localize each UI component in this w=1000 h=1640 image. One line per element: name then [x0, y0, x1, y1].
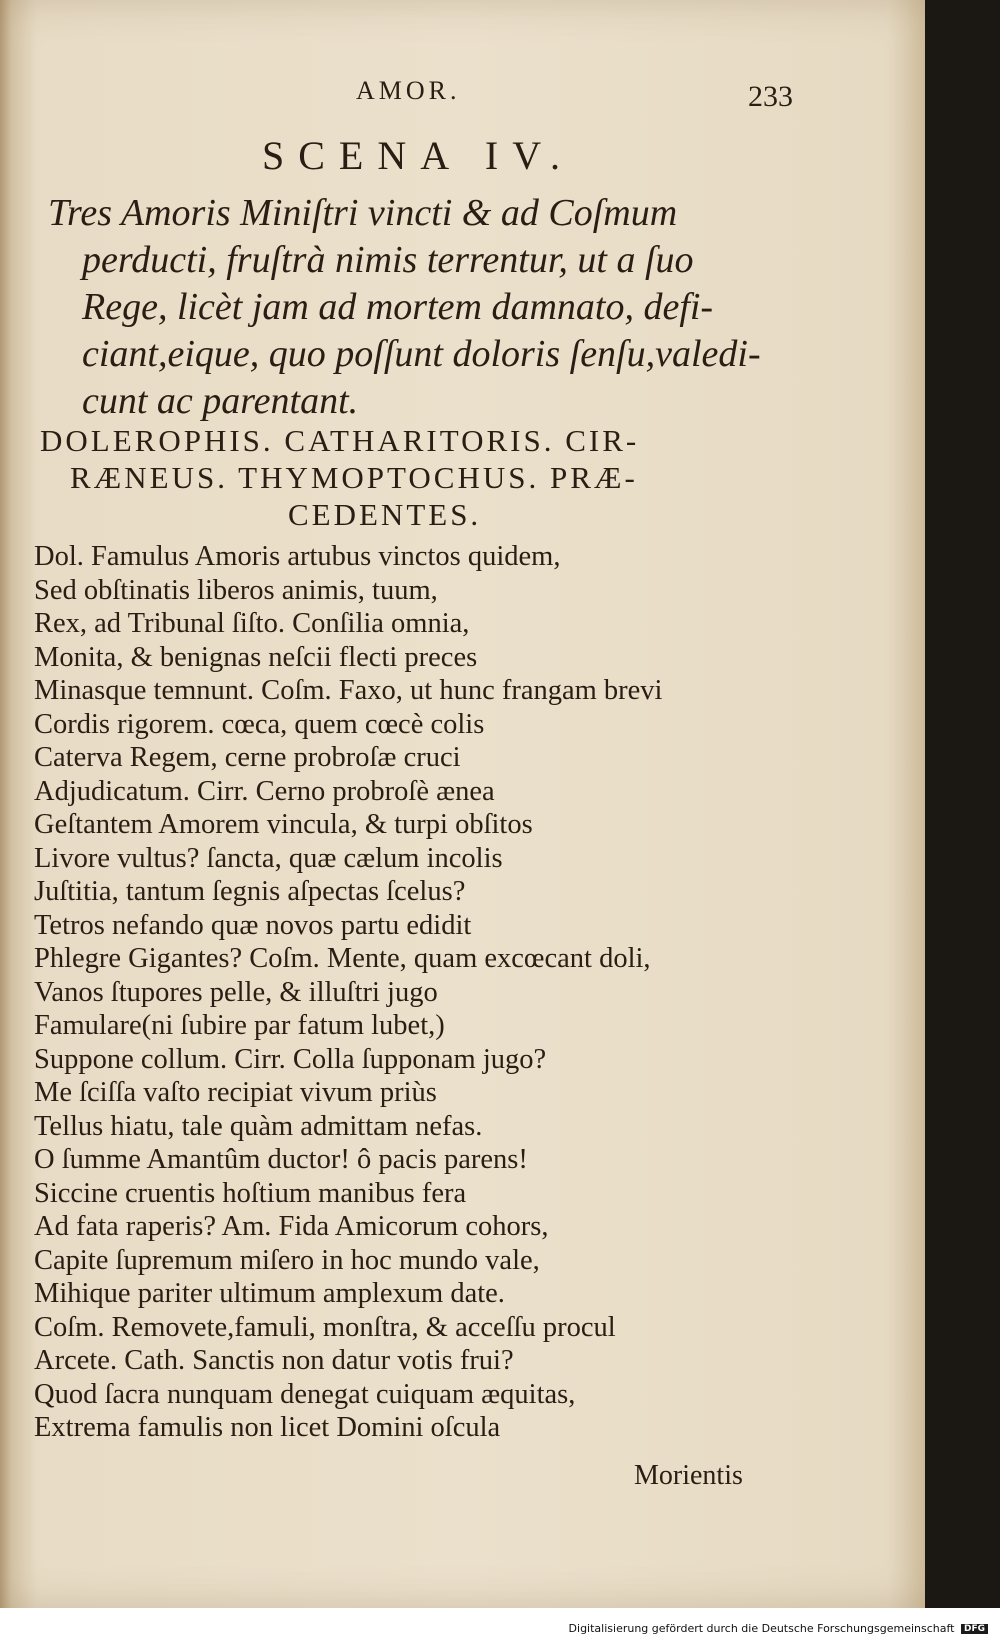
verse-line: Tetros nefando quæ novos partu edidit — [34, 909, 472, 941]
running-head: AMOR. — [356, 76, 461, 105]
scene-title: SCENA IV. — [262, 133, 574, 178]
verse-line: Dol. Famulus Amoris artubus vinctos quidem, — [34, 541, 561, 572]
verse-line: Juſtitia, tantum ſegnis aſpectas ſcelus? — [34, 876, 466, 907]
verse-line: Monita, & benignas neſcii flecti preces — [34, 641, 478, 673]
persons-line: CEDENTES. — [288, 497, 482, 532]
page-number: 233 — [748, 80, 793, 113]
verse-line: Caterva Regem, cerne probroſæ cruci — [34, 742, 461, 773]
verse-line: Siccine cruentis hoſtium manibus fera — [34, 1177, 467, 1209]
verse-line: Coſm. Removete,famuli, monſtra, & acceſſu procul — [34, 1311, 616, 1343]
verse-line: Cordis rigorem. cœca, quem cœcè colis — [34, 708, 485, 740]
argument-line: Rege, licèt jam ad mortem damnato, defi- — [82, 286, 714, 328]
argument-line: Tres Amoris Miniſtri vincti & ad Coſmum — [48, 192, 678, 234]
verse-line: Adjudicatum. Cirr. Cerno probroſè ænea — [34, 775, 495, 807]
verse-line: O ſumme Amantûm ductor! ô pacis parens! — [34, 1144, 528, 1175]
argument-line: ciant,eique, quo poſſunt doloris ſenſu,valedi- — [82, 333, 761, 375]
argument-line: cunt ac parentant. — [82, 380, 359, 422]
verse-line: Phlegre Gigantes? Coſm. Mente, quam excœcant doli, — [34, 943, 651, 974]
dramatis-personae — [40, 422, 800, 533]
verse-line: Ad fata raperis? Am. Fida Amicorum cohors, — [34, 1211, 549, 1242]
verse-line: Rex, ad Tribunal ſiſto. Conſilia omnia, — [34, 608, 470, 639]
verse-line: Quod ſacra nunquam denegat cuiquam æquitas, — [34, 1378, 576, 1410]
verse-line: Extrema famulis non licet Domini oſcula — [34, 1412, 501, 1443]
digitization-credit — [569, 1622, 988, 1635]
dfg-logo: DFG — [961, 1624, 988, 1634]
verse-line: Minasque temnunt. Coſm. Faxo, ut hunc frangam brevi — [34, 675, 663, 706]
verse-line: Geſtantem Amorem vincula, & turpi obſitos — [34, 809, 533, 840]
verse-line: Tellus hiatu, tale quàm admittam nefas. — [34, 1110, 483, 1142]
persons-line: DOLEROPHIS. CATHARITORIS. CIR- — [40, 423, 640, 458]
persons-line: RÆNEUS. THYMOPTOCHUS. PRÆ- — [70, 460, 638, 495]
verse-text — [34, 540, 794, 1445]
verse-line: Vanos ſtupores pelle, & illuſtri jugo — [34, 976, 438, 1008]
verse-line: Capite ſupremum miſero in hoc mundo vale, — [34, 1244, 540, 1276]
catchword: Morientis — [634, 1460, 743, 1491]
verse-line: Mihique pariter ultimum amplexum date. — [34, 1278, 505, 1309]
verse-line: Me ſciſſa vaſto recipiat vivum priùs — [34, 1077, 437, 1108]
credit-text: Digitalisierung gefördert durch die Deutsche Forschungsgemeinschaft — [568, 1622, 955, 1635]
verse-line: Livore vultus? ſancta, quæ cælum incolis — [34, 842, 503, 874]
verse-line: Famulare(ni ſubire par fatum lubet,) — [34, 1010, 445, 1041]
verse-line: Suppone collum. Cirr. Colla ſupponam jugo? — [34, 1043, 547, 1075]
scene-argument — [48, 190, 808, 425]
verse-line: Sed obſtinatis liberos animis, tuum, — [34, 574, 438, 606]
scan-margin — [925, 0, 1000, 1608]
argument-line: perducti, fruſtrà nimis terrentur, ut a ſuo — [82, 239, 694, 281]
verse-line: Arcete. Cath. Sanctis non datur votis frui? — [34, 1345, 514, 1376]
